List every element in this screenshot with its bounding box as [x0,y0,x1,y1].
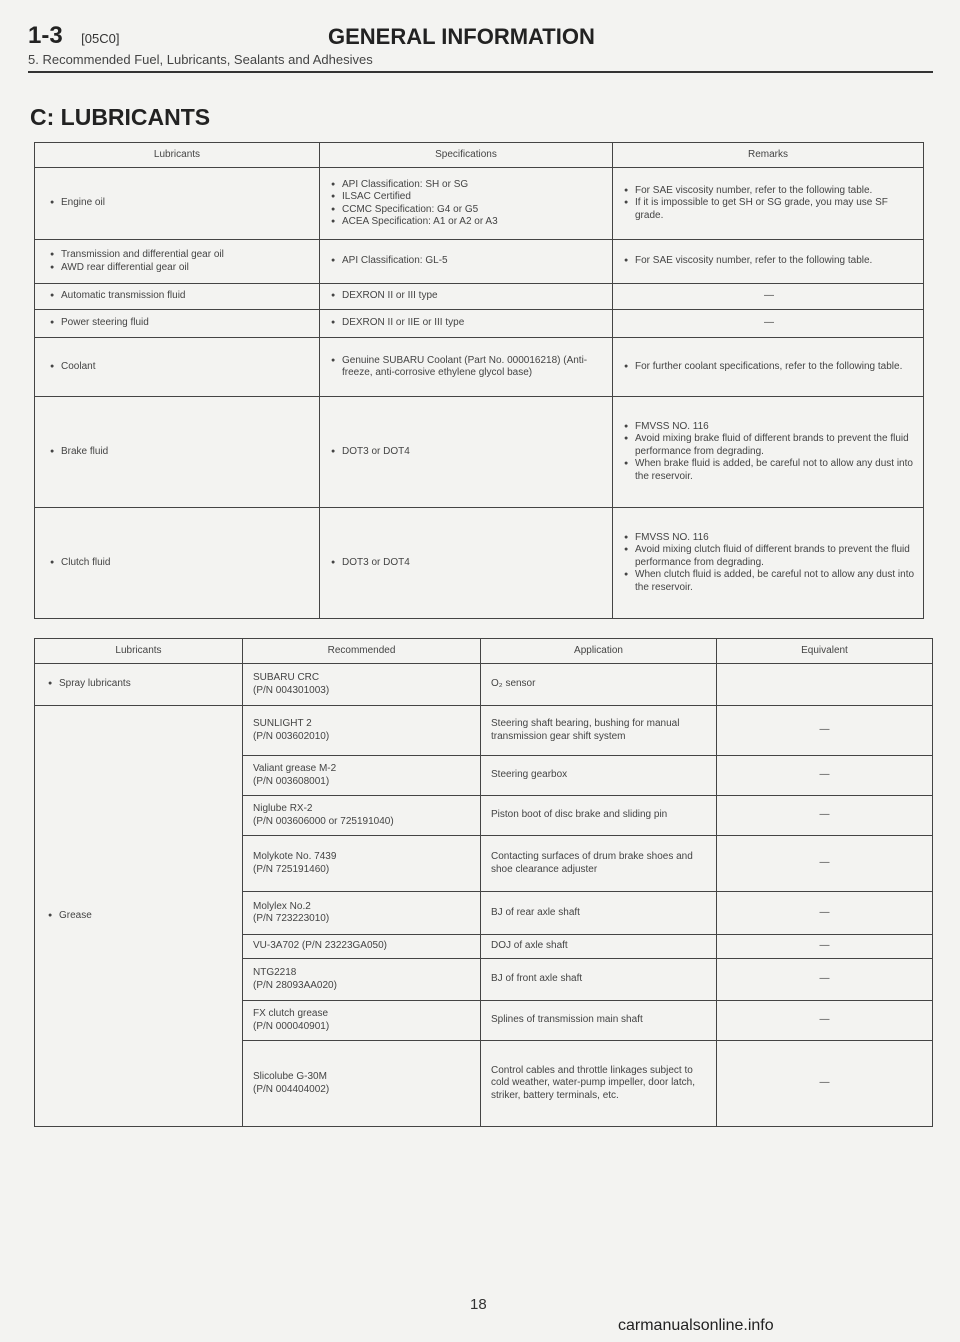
application-cell: Control cables and throttle linkages subject to cold weather, water-pump impeller, door latch, striker, battery terminals, etc. [481,1041,717,1127]
product-name: Slicolube G-30M [253,1071,327,1082]
lubricants-recommended-table [34,638,933,1127]
table-row [35,168,924,240]
spec-cell [320,338,613,397]
list-item: ● Genuine SUBARU Coolant (Part No. 000016218) (Anti-freeze, anti-corrosive ethylene glycol base) [342,355,606,380]
list-item: ● FMVSS NO. 116 [635,532,917,545]
equivalent-cell: — [717,836,933,892]
equivalent-cell: — [717,1041,933,1127]
lubricant-cell [35,508,320,619]
list-item: ● FMVSS NO. 116 [635,421,917,434]
list-item: ● If it is impossible to get SH or SG grade, you may use SF grade. [635,197,917,222]
lubricant-cell [35,664,243,706]
lubricant-cell [35,168,320,240]
list-item: ● Power steering fluid [61,317,318,330]
application-cell: BJ of front axle shaft [481,959,717,1001]
spec-cell [320,168,613,240]
page-header [28,22,933,73]
remarks-cell [613,240,924,284]
equivalent-cell: — [717,756,933,796]
list-item: ● API Classification: SH or SG [342,179,606,192]
equivalent-cell: — [717,706,933,756]
list-item: ● Brake fluid [61,446,318,459]
list-item: ● DEXRON II or IIE or III type [342,317,606,330]
chapter-title: GENERAL INFORMATION [328,24,595,49]
chapter-subtitle: 5. Recommended Fuel, Lubricants, Sealants and Adhesives [28,52,373,67]
application-cell: Steering shaft bearing, bushing for manual transmission gear shift system [481,706,717,756]
part-number: (P/N 000040901) [253,1020,330,1032]
list-item: ● Clutch fluid [61,557,318,570]
list-item: ● Grease [59,910,236,923]
spec-cell [320,397,613,508]
recommended-cell [243,706,481,756]
lubricant-cell [35,310,320,338]
list-item: ● API Classification: GL-5 [342,255,606,268]
part-number: (P/N 004301003) [253,684,330,696]
column-header: Specifications [320,143,613,168]
remarks-cell: — [613,310,924,338]
product-name: Molykote No. 7439 [253,851,337,862]
equivalent-cell: — [717,959,933,1001]
part-number: (P/N 725191460) [253,863,330,875]
recommended-cell [243,959,481,1001]
list-item: ● AWD rear differential gear oil [61,262,318,275]
equivalent-cell: — [717,796,933,836]
column-header: Recommended [243,639,481,664]
lubricant-cell [35,706,243,1127]
remarks-cell [613,338,924,397]
part-number: (P/N 28093AA020) [253,979,337,991]
equivalent-cell: — [717,892,933,935]
lubricant-cell [35,240,320,284]
application-cell: Piston boot of disc brake and sliding pin [481,796,717,836]
list-item: ● Coolant [61,361,318,374]
recommended-cell [243,935,481,959]
lubricant-cell [35,338,320,397]
column-header: Application [481,639,717,664]
product-name: SUBARU CRC [253,672,320,683]
list-item: ● For SAE viscosity number, refer to the following table. [635,185,917,198]
remarks-cell [613,508,924,619]
recommended-cell [243,1001,481,1041]
product-name: Molylex No.2 [253,900,311,912]
list-item: ● DEXRON II or III type [342,290,606,303]
table-header-row [35,143,924,168]
spec-cell [320,310,613,338]
list-item: ● DOT3 or DOT4 [342,446,606,459]
application-cell: DOJ of axle shaft [481,935,717,959]
part-number: (P/N 003602010) [253,730,330,742]
section-number: 1-3 [28,22,63,49]
table-row [35,240,924,284]
spec-cell [320,508,613,619]
list-item: ● ACEA Specification: A1 or A2 or A3 [342,216,606,229]
list-item: ● For further coolant specifications, refer to the following table. [635,361,917,374]
spec-cell [320,240,613,284]
recommended-cell [243,1041,481,1127]
product-name: NTG2218 [253,967,297,978]
table-row [35,284,924,310]
list-item: ● DOT3 or DOT4 [342,557,606,570]
list-item: ● When clutch fluid is added, be careful not to allow any dust into the reservoir. [635,569,917,594]
recommended-cell [243,664,481,706]
equivalent-cell: — [717,1001,933,1041]
remarks-cell [613,397,924,508]
list-item: ● Avoid mixing brake fluid of different brands to prevent the fluid performance from degrading. [635,433,917,458]
application-cell: BJ of rear axle shaft [481,892,717,935]
list-item: ● Spray lubricants [59,678,236,691]
page-title: C: LUBRICANTS [30,104,211,130]
product-name: Niglube RX-2 [253,803,313,814]
application-cell: O₂ sensor [481,664,717,706]
header-rule [28,71,933,73]
application-cell: Steering gearbox [481,756,717,796]
recommended-cell [243,836,481,892]
product-name: Valiant grease M-2 [253,763,337,774]
list-item: ● Transmission and differential gear oil [61,249,318,262]
recommended-cell [243,892,481,935]
remarks-cell: — [613,284,924,310]
product-name: FX clutch grease [253,1008,329,1019]
column-header: Lubricants [35,639,243,664]
table-row [35,338,924,397]
equivalent-cell [717,664,933,706]
part-number: (P/N 003606000 or 725191040) [253,815,394,827]
lubricant-cell [35,284,320,310]
table-row [35,508,924,619]
watermark: carmanualsonline.info [618,1317,774,1334]
table-row [35,310,924,338]
column-header: Lubricants [35,143,320,168]
page-number: 18 [470,1296,487,1313]
application-cell: Contacting surfaces of drum brake shoes and shoe clearance adjuster [481,836,717,892]
list-item: ● Avoid mixing clutch fluid of different brands to prevent the fluid performance from degrading. [635,544,917,569]
column-header: Remarks [613,143,924,168]
list-item: ● When brake fluid is added, be careful not to allow any dust into the reservoir. [635,458,917,483]
list-item: ● ILSAC Certified [342,191,606,204]
table-row [35,664,933,706]
remarks-cell [613,168,924,240]
column-header: Equivalent [717,639,933,664]
recommended-cell [243,756,481,796]
list-item: ● Automatic transmission fluid [61,290,318,303]
table-row [35,706,933,756]
list-item: ● For SAE viscosity number, refer to the following table. [635,255,917,268]
part-number: (P/N 723223010) [253,913,330,924]
product-name: SUNLIGHT 2 [253,718,312,729]
list-item: ● Engine oil [61,197,318,210]
recommended-cell [243,796,481,836]
part-number: (P/N 004404002) [253,1083,330,1095]
lubricant-cell [35,397,320,508]
application-cell: Splines of transmission main shaft [481,1001,717,1041]
spec-cell [320,284,613,310]
part-number: (P/N 003608001) [253,775,330,787]
section-code: [05C0] [81,31,120,46]
list-item: ● CCMC Specification: G4 or G5 [342,204,606,217]
table-header-row [35,639,933,664]
equivalent-cell: — [717,935,933,959]
lubricants-spec-table [34,142,924,619]
product-name: VU-3A702 (P/N 23223GA050) [253,940,387,952]
table-row [35,397,924,508]
